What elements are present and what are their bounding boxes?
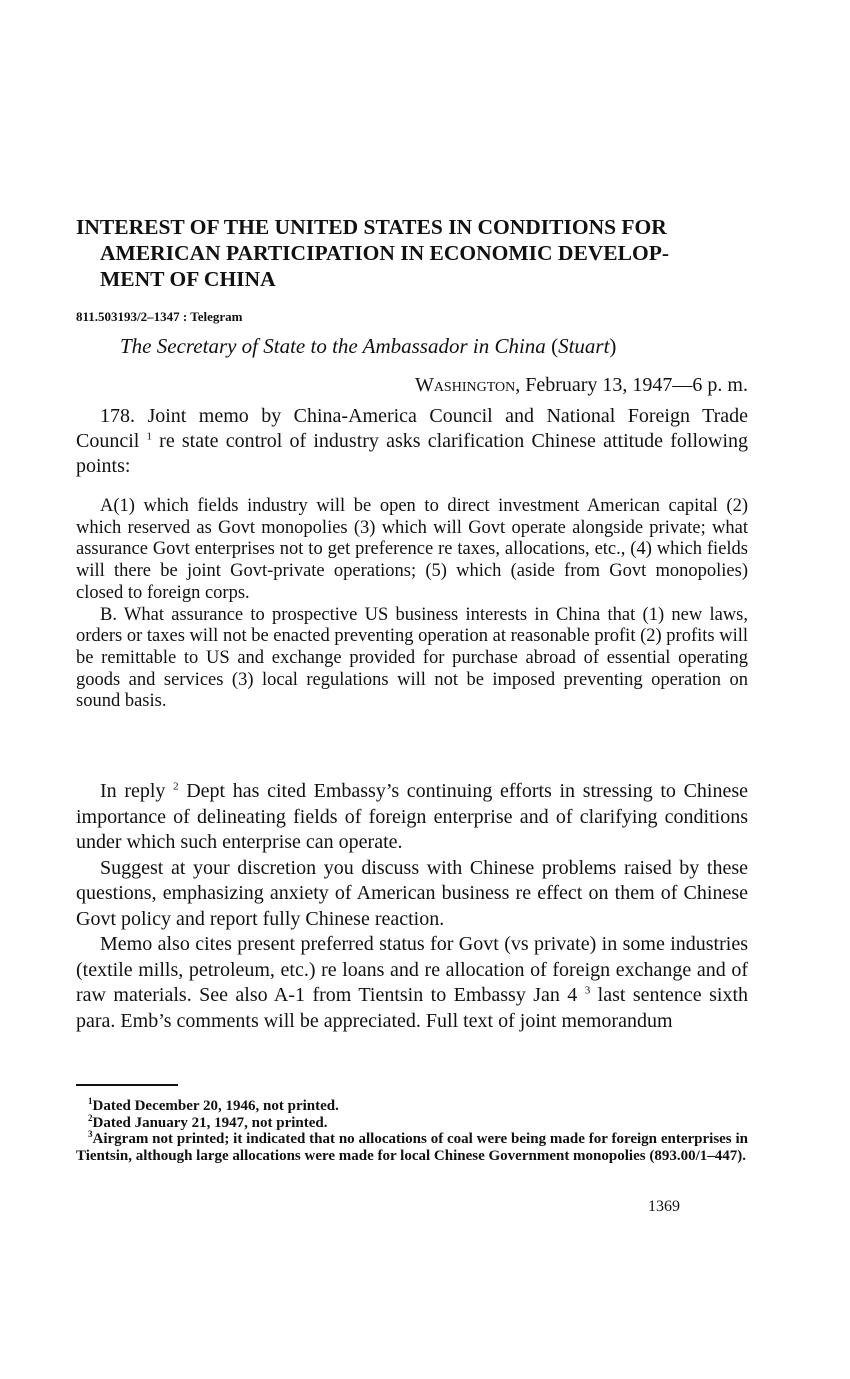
intro-section bbox=[76, 404, 748, 479]
footnote-2 bbox=[76, 1112, 748, 1132]
heading-from: The Secretary of State to the Ambassador in China bbox=[120, 334, 546, 358]
dateline-date: , February 13, 1947—6 p. m. bbox=[515, 374, 748, 396]
footnote-mark-2: 2 bbox=[88, 1112, 93, 1123]
title-line-3: MENT OF CHINA bbox=[100, 267, 276, 291]
footnote-text-1: Dated December 20, 1946, not printed. bbox=[92, 1098, 339, 1114]
intro-text-a: 178. Joint memo by China-America Council and National Foreign Trade Council bbox=[76, 405, 748, 452]
point-b: B. What assurance to prospective US business interests in China that (1) new laws, orders or taxes will not be enacted preventing operation at reasonable profit (2) profits will be remittable to US and exchange provided for purchase abroad of essential operating goods and services (3) local regulations will not be imposed preventing operation on sound basis. bbox=[76, 604, 748, 712]
heading-recipient: Stuart bbox=[558, 334, 610, 358]
heading-open-paren: ( bbox=[551, 334, 559, 358]
title-line-2: AMERICAN PARTICIPATION IN ECONOMIC DEVELOP- bbox=[100, 241, 670, 265]
reply-text-b: Dept has cited Embassy’s continuing efforts in stressing to Chinese importance of delineating fields of foreign enterprise and of clarifying conditions under which such enterprise can operate. bbox=[76, 780, 749, 853]
memo-text-a: Memo also cites present preferred status for Govt (vs private) in some industries (textile mills, petroleum, etc.) re loans and re allocation of foreign exchange and of raw materials. See also A-1 from Tientsin to Embassy Jan 4 bbox=[76, 933, 748, 1006]
footnote-mark-1: 1 bbox=[88, 1096, 93, 1106]
reply-paragraph bbox=[76, 779, 748, 856]
memo-paragraph bbox=[76, 932, 748, 1034]
footnote-text-2: Dated January 21, 1947, not printed. bbox=[92, 1114, 328, 1131]
intro-paragraph bbox=[76, 404, 748, 479]
suggest-paragraph: Suggest at your discretion you discuss with Chinese problems raised by these questions, emphasizing anxiety of American business re effect on them of Chinese Govt policy and report fully Chinese reaction. bbox=[76, 856, 748, 930]
heading-close-paren: ) bbox=[609, 334, 617, 358]
footnote-3 bbox=[76, 1131, 748, 1164]
dateline-place: Washington bbox=[414, 374, 516, 396]
document-reference: 811.503193/2–1347 : Telegram bbox=[76, 309, 243, 324]
intro-text-b: re state control of industry asks clarification Chinese attitude following points: bbox=[76, 430, 749, 477]
quoted-points bbox=[76, 496, 748, 713]
page-title bbox=[76, 214, 748, 292]
telegram-heading bbox=[120, 334, 616, 359]
page-number: 1369 bbox=[648, 1198, 680, 1215]
footnote-1 bbox=[76, 1098, 748, 1115]
footnote-ref-2: 2 bbox=[173, 780, 179, 793]
footnote-divider bbox=[76, 1084, 178, 1086]
body-section bbox=[76, 779, 748, 1034]
footnote-text-3: Airgram not printed; it indicated that no allocations of coal were being made for foreign enterprises in Tientsin, although large allocations were made for local Chinese Government monopolies (893.00/1–447). bbox=[76, 1131, 748, 1164]
reply-text-a: In reply bbox=[100, 780, 166, 802]
title-line-1: INTEREST OF THE UNITED STATES IN CONDITIONS FOR bbox=[76, 215, 667, 239]
footnote-mark-3: 3 bbox=[88, 1129, 93, 1139]
footnotes bbox=[76, 1098, 748, 1164]
memo-text-b: last sentence sixth para. Emb’s comments will be appreciated. Full text of joint memorandum bbox=[76, 984, 748, 1032]
dateline bbox=[415, 374, 748, 397]
footnote-ref-3: 3 bbox=[584, 984, 591, 997]
footnote-ref-1: 1 bbox=[146, 430, 153, 443]
point-a: A(1) which fields industry will be open to direct investment American capital (2) which reserved as Govt monopolies (3) which will Govt operate alongside private; what assurance Govt enterprises not to get preference re taxes, allocations, etc., (4) which fields will there be joint Govt-private operations; (5) which (aside from Govt monopolies) closed to foreign corps. bbox=[76, 496, 748, 603]
